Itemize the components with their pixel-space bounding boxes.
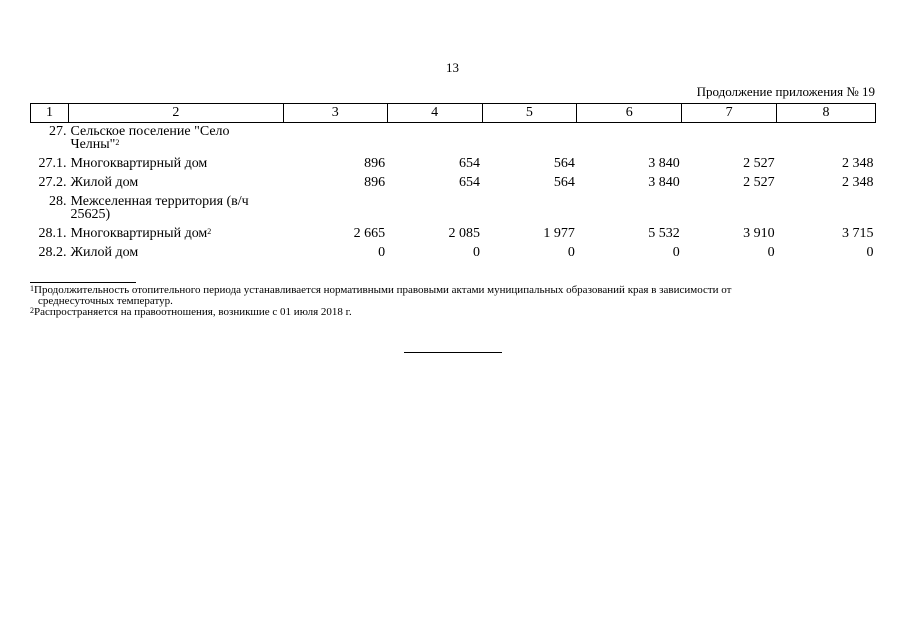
- cell-value: 0: [672, 245, 680, 260]
- tariff-table: [30, 103, 876, 263]
- cell-value: 896: [364, 175, 386, 190]
- row-name-text: Межселенная территория (в/ч 25625): [70, 194, 249, 222]
- cell-value: [777, 123, 876, 156]
- cell-value: 564: [553, 175, 575, 190]
- footnote-ref: 2: [115, 138, 120, 147]
- cell-value: 5 532: [648, 226, 680, 241]
- row-code: 27.1.: [38, 156, 67, 171]
- column-header: 1: [31, 104, 69, 123]
- cell-value: 654: [459, 175, 480, 190]
- row-name: [68, 174, 283, 193]
- cell-value: [283, 123, 387, 156]
- cell-value: [682, 123, 777, 156]
- cell-value: 2 527: [743, 156, 775, 171]
- column-header: 8: [777, 104, 876, 123]
- cell-value: 2 085: [448, 226, 480, 241]
- footnote-mark: 1: [30, 284, 34, 293]
- cell-value: 0: [567, 245, 575, 260]
- footnote-text: Продолжительность отопительного периода устанавливается нормативными правовыми актами муниципальных образований края в зависимости от: [34, 284, 732, 296]
- cell-value: [482, 123, 577, 156]
- cell-value: [283, 193, 387, 225]
- column-header: 6: [577, 104, 682, 123]
- column-header: 5: [482, 104, 577, 123]
- row-name-text: Многоквартирный дом: [70, 226, 208, 241]
- row-code: 27.: [48, 124, 67, 139]
- cell-value: [682, 193, 777, 225]
- row-name: [68, 244, 283, 263]
- cell-value: 0: [767, 245, 775, 260]
- column-header: 4: [387, 104, 482, 123]
- continuation-label: Продолжение приложения № 19: [696, 84, 875, 99]
- footnote-1: [30, 285, 876, 307]
- table-row: [31, 174, 876, 193]
- row-name-text: Жилой дом: [70, 175, 139, 190]
- header-row: [31, 104, 876, 123]
- cell-value: 3 715: [842, 226, 874, 241]
- table-row: [31, 225, 876, 244]
- cell-value: 1 977: [543, 226, 575, 241]
- table-row: [31, 244, 876, 263]
- row-name-text: Многоквартирный дом: [70, 156, 208, 171]
- row-name: [68, 123, 283, 156]
- footnote-2: [30, 307, 876, 318]
- row-name-text: Жилой дом: [70, 245, 139, 260]
- cell-value: 2 348: [842, 156, 874, 171]
- footnote-text: Распространяется на правоотношения, возникшие с 01 июля 2018 г.: [34, 306, 352, 318]
- cell-value: 0: [866, 245, 874, 260]
- row-code: 27.2.: [38, 175, 67, 190]
- row-name: [68, 225, 283, 244]
- cell-value: [387, 193, 482, 225]
- cell-value: 896: [364, 156, 386, 171]
- cell-value: [577, 193, 682, 225]
- table-row: [31, 155, 876, 174]
- row-name: [68, 193, 283, 225]
- cell-value: 564: [553, 156, 575, 171]
- cell-value: [577, 123, 682, 156]
- table-row: [31, 193, 876, 225]
- row-code: 28.: [48, 194, 67, 209]
- column-header: 2: [68, 104, 283, 123]
- cell-value: [777, 193, 876, 225]
- row-code: 28.1.: [38, 226, 67, 241]
- column-header: 7: [682, 104, 777, 123]
- cell-value: 654: [459, 156, 480, 171]
- cell-value: 2 527: [743, 175, 775, 190]
- cell-value: 0: [378, 245, 386, 260]
- footnote-divider: [30, 282, 136, 283]
- footnote-mark: 2: [30, 306, 34, 315]
- end-divider: [404, 352, 502, 353]
- table-row: [31, 123, 876, 156]
- page-number: 13: [446, 60, 459, 75]
- row-name: [68, 155, 283, 174]
- cell-value: 2 665: [353, 226, 386, 241]
- footnote-continuation: среднесуточных температур.: [38, 295, 173, 307]
- column-header: 3: [283, 104, 387, 123]
- cell-value: 0: [473, 245, 480, 260]
- cell-value: 3 840: [648, 175, 680, 190]
- cell-value: 2 348: [842, 175, 874, 190]
- cell-value: 3 840: [648, 156, 680, 171]
- cell-value: [482, 193, 577, 225]
- cell-value: 3 910: [743, 226, 775, 241]
- cell-value: [387, 123, 482, 156]
- row-code: 28.2.: [38, 245, 67, 260]
- row-name-text: Сельское поселение "Село Челны": [70, 124, 230, 152]
- footnote-ref: 2: [207, 227, 212, 236]
